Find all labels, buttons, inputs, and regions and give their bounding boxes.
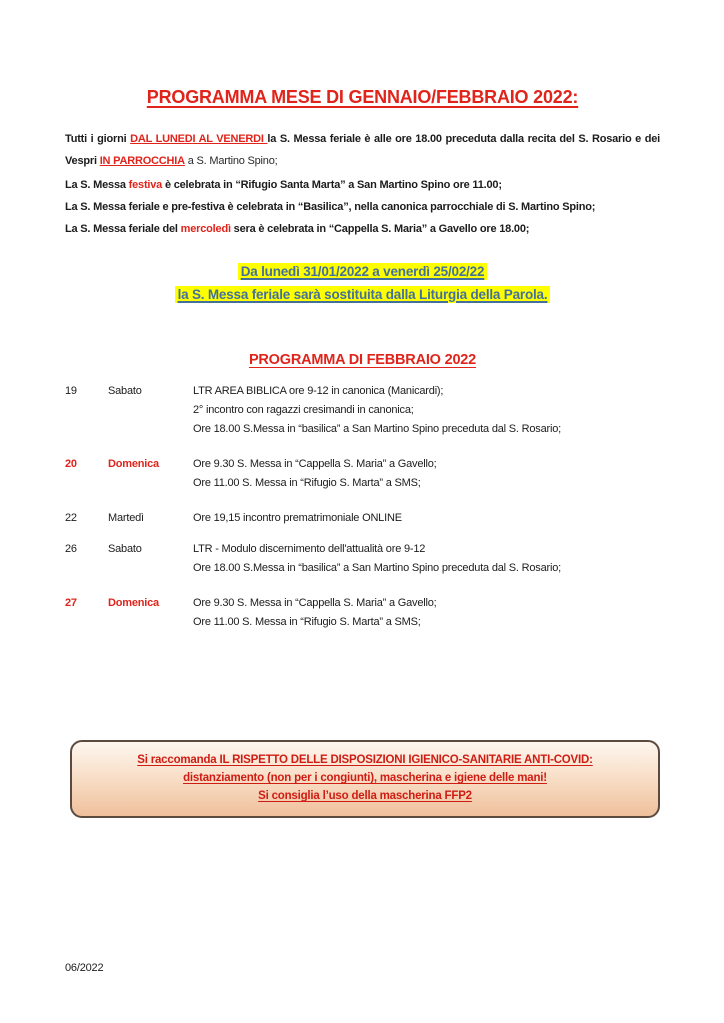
schedule-line: Ore 9.30 S. Messa in “Cappella S. Maria” a Gavello; — [193, 597, 437, 609]
highlight-text: Da lunedì 31/01/2022 a venerdì 25/02/22 — [238, 263, 488, 280]
schedule-day: Domenica — [108, 458, 159, 470]
schedule-desc — [193, 455, 660, 493]
schedule-row-19 — [65, 382, 660, 439]
mass-line-feriale: La S. Messa feriale e pre-festiva è celebrata in “Basilica”, nella canonica parrocchiale di S. Martino Spino; — [65, 201, 596, 213]
covid-line-1: Si raccomanda IL RISPETTO DELLE DISPOSIZIONI IGIENICO-SANITARIE ANTI-COVID: — [137, 754, 593, 766]
intro-text: la S. Messa feriale è alle ore 18.00 preceduta dalla recita del S. Rosario e dei Vespri — [65, 133, 660, 167]
highlight-line-1 — [65, 260, 660, 283]
mass-line-text: La S. Messa feriale del — [65, 223, 181, 235]
schedule-date: 20 — [65, 458, 77, 470]
schedule-line: Ore 11.00 S. Messa in “Rifugio S. Marta” a SMS; — [193, 616, 421, 628]
mass-line-text: è celebrata in “Rifugio Santa Marta” a San Martino Spino ore 11.00; — [162, 179, 502, 191]
intro-emphasis-parish: IN PARROCCHIA — [99, 155, 185, 167]
highlight-line-2 — [65, 283, 660, 306]
schedule-desc — [193, 382, 660, 439]
intro-text: Tutti i giorni — [65, 133, 131, 145]
schedule-day: Sabato — [108, 385, 142, 397]
mass-line-mercoledi — [65, 218, 660, 240]
schedule-day: Martedì — [108, 512, 144, 524]
schedule-line: Ore 18.00 S.Messa in “basilica” a San Martino Spino preceduta dal S. Rosario; — [193, 562, 561, 574]
schedule-day: Sabato — [108, 543, 142, 555]
schedule-line: Ore 19,15 incontro prematrimoniale ONLINE — [193, 512, 402, 524]
schedule-line: LTR AREA BIBLICA ore 9-12 in canonica (Manicardi); — [193, 385, 444, 397]
february-heading: PROGRAMMA DI FEBBRAIO 2022 — [248, 352, 477, 368]
mass-line-red-word: festiva — [128, 179, 163, 191]
covid-line-3: Si consiglia l’uso della mascherina FFP2 — [258, 790, 472, 802]
schedule-row-22 — [65, 509, 660, 528]
schedule-list — [65, 382, 660, 632]
mass-schedule-lines — [65, 174, 660, 240]
schedule-desc — [193, 594, 660, 632]
schedule-line: LTR - Modulo discernimento dell'attualità ore 9-12 — [193, 543, 426, 555]
page-footer-date: 06/2022 — [65, 962, 104, 974]
schedule-day: Domenica — [108, 597, 159, 609]
schedule-line: Ore 9.30 S. Messa in “Cappella S. Maria” a Gavello; — [193, 458, 437, 470]
schedule-desc — [193, 509, 660, 528]
schedule-date: 27 — [65, 597, 77, 609]
intro-text: a S. Martino Spino; — [184, 155, 278, 167]
covid-notice-box — [70, 740, 660, 818]
mass-line-festiva — [65, 174, 660, 196]
intro-emphasis-weekdays: DAL LUNEDI AL VENERDI — [130, 133, 268, 145]
highlight-text: la S. Messa feriale sarà sostituita dalla Liturgia della Parola. — [175, 286, 551, 303]
mass-line-red-word: mercoledì — [180, 223, 231, 235]
page-title: PROGRAMMA MESE DI GENNAIO/FEBBRAIO 2022: — [146, 87, 579, 107]
schedule-line: 2° incontro con ragazzi cresimandi in canonica; — [193, 404, 414, 416]
intro-paragraph — [65, 128, 660, 172]
schedule-row-20 — [65, 455, 660, 493]
schedule-date: 19 — [65, 385, 77, 397]
schedule-date: 22 — [65, 512, 77, 524]
schedule-line: Ore 18.00 S.Messa in “basilica” a San Martino Spino preceduta dal S. Rosario; — [193, 423, 561, 435]
schedule-line: Ore 11.00 S. Messa in “Rifugio S. Marta” a SMS; — [193, 477, 421, 489]
schedule-date: 26 — [65, 543, 77, 555]
mass-line-text: La S. Messa — [65, 179, 129, 191]
highlighted-notice — [65, 260, 660, 306]
covid-line-2: distanziamento (non per i congiunti), mascherina e igiene delle mani! — [183, 772, 547, 784]
schedule-row-26 — [65, 540, 660, 578]
schedule-desc — [193, 540, 660, 578]
mass-line-text: sera è celebrata in “Cappella S. Maria” a Gavello ore 18.00; — [230, 223, 530, 235]
schedule-row-27 — [65, 594, 660, 632]
